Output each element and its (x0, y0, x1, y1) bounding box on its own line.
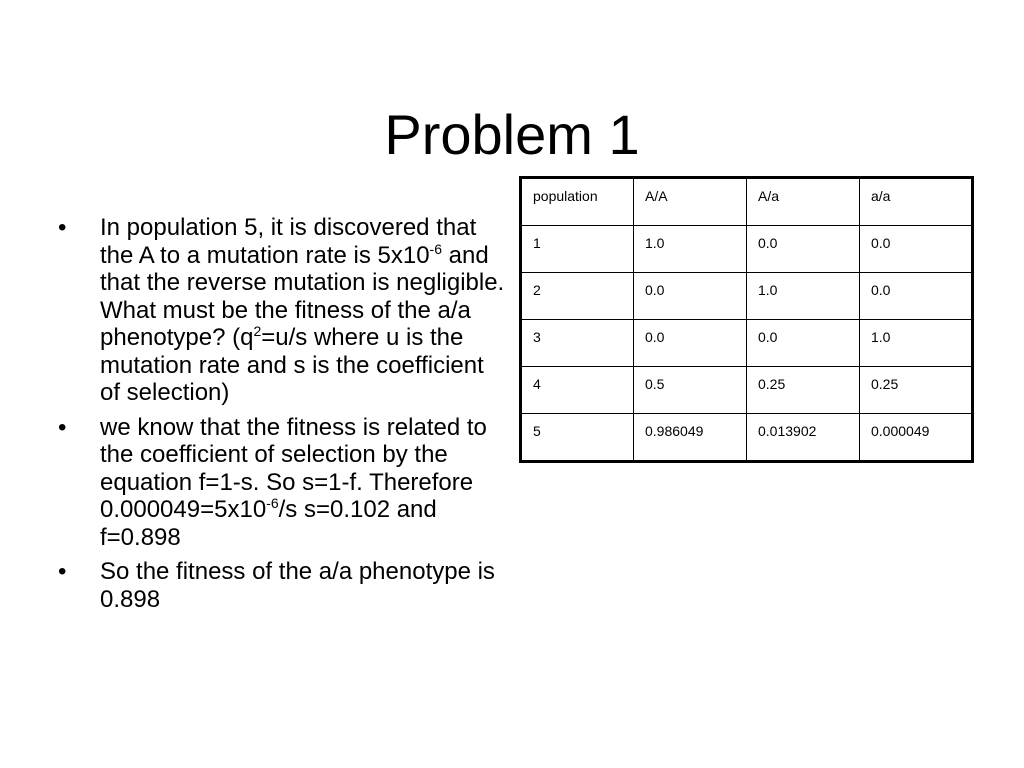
table-cell: 0.0 (860, 273, 973, 320)
bullet-item-fitness-derivation (58, 414, 508, 552)
table-cell: 1.0 (860, 320, 973, 367)
genotype-frequency-table (519, 176, 974, 463)
table-cell: 0.0 (634, 320, 747, 367)
table-cell: 0.986049 (634, 414, 747, 462)
bullet-text-part: we know that the fitness is related to the coefficient of selection by the equation f=1-s. So s=1-f. Therefore 0.000049=5x10 (100, 413, 487, 523)
table-cell: 1.0 (747, 273, 860, 320)
bullet-marker: • (58, 558, 67, 585)
table-row (521, 320, 973, 367)
bullet-text-part: =u/s where u is the mutation rate and s is the coefficient of selection) (100, 324, 484, 406)
table-cell: 1 (521, 226, 634, 273)
table-header-row (521, 178, 973, 226)
bullet-text-part: In population 5, it is discovered that the A to a mutation rate is 5x10 (100, 214, 477, 269)
bullet-text-part: So the fitness of the a/a phenotype is 0.898 (100, 558, 495, 613)
column-header-Aa: A/a (747, 178, 860, 226)
table-cell: 0.0 (747, 226, 860, 273)
table-cell: 1.0 (634, 226, 747, 273)
bullet-text-part: and that the reverse mutation is negligible. What must be the fitness of the a/a phenotype? (q (100, 241, 505, 351)
table-cell: 3 (521, 320, 634, 367)
bullet-marker: • (58, 214, 67, 241)
table-cell: 2 (521, 273, 634, 320)
table-cell: 0.0 (747, 320, 860, 367)
bullet-item-answer (58, 558, 508, 613)
bullet-list (58, 214, 508, 620)
table-cell: 0.5 (634, 367, 747, 414)
bullet-item-mutation-question (58, 214, 508, 407)
table-cell: 0.013902 (747, 414, 860, 462)
bullet-marker: • (58, 413, 67, 441)
table-cell: 0.000049 (860, 414, 973, 462)
exponent-superscript: -6 (266, 495, 279, 511)
table-cell: 5 (521, 414, 634, 462)
table-cell: 4 (521, 367, 634, 414)
table-row (521, 414, 973, 462)
table-row (521, 226, 973, 273)
table-row (521, 273, 973, 320)
slide-title: Problem 1 (384, 102, 640, 166)
table-cell: 0.0 (860, 226, 973, 273)
table-cell: 0.0 (634, 273, 747, 320)
exponent-superscript: -6 (429, 240, 442, 257)
exponent-superscript: 2 (253, 323, 262, 339)
table-row (521, 367, 973, 414)
table-cell: 0.25 (860, 367, 973, 414)
table-cell: 0.25 (747, 367, 860, 414)
bullet-text-part: /s s=0.102 and f=0.898 (100, 496, 437, 551)
column-header-population: population (521, 178, 634, 226)
column-header-AA: A/A (634, 178, 747, 226)
column-header-aa: a/a (860, 178, 973, 226)
